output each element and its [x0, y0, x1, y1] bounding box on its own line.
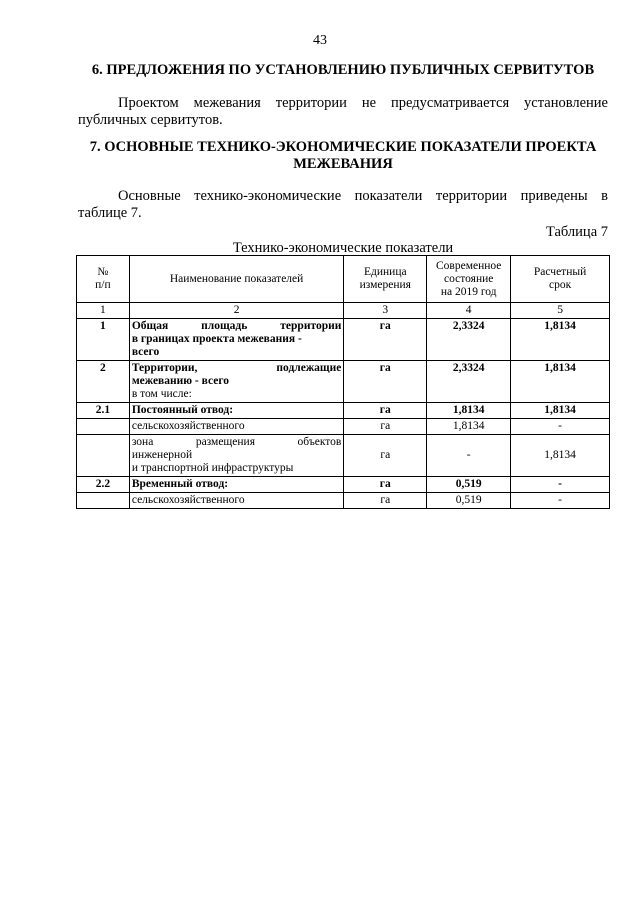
- row-current: 1,8134: [427, 419, 511, 435]
- table-row: [77, 493, 610, 509]
- table-row: [77, 361, 610, 403]
- header-target-term: Расчетный срок: [511, 256, 610, 303]
- table-header-row: [77, 256, 610, 303]
- row-target: 1,8134: [511, 435, 610, 477]
- row-number: [77, 435, 130, 477]
- row-current: 0,519: [427, 477, 511, 493]
- row-unit: га: [344, 403, 427, 419]
- row-number: 2.2: [77, 477, 130, 493]
- table-row: [77, 435, 610, 477]
- column-number: 3: [344, 303, 427, 319]
- row-number: 2.1: [77, 403, 130, 419]
- row-current: 2,3324: [427, 361, 511, 403]
- header-name: Наименование показателей: [129, 256, 344, 303]
- section-6-title: 6. ПРЕДЛОЖЕНИЯ ПО УСТАНОВЛЕНИЮ ПУБЛИЧНЫХ СЕРВИТУТОВ: [91, 62, 595, 78]
- row-unit: га: [344, 435, 427, 477]
- row-unit: га: [344, 419, 427, 435]
- table-row: [77, 419, 610, 435]
- row-target: 1,8134: [511, 361, 610, 403]
- header-number: № п/п: [77, 256, 130, 303]
- section-6-text: Проектом межевания территории не предусматривается установление публичных сервитутов.: [78, 95, 608, 128]
- row-name: сельскохозяйственного: [129, 493, 344, 509]
- row-number: [77, 419, 130, 435]
- column-number-row: [77, 303, 610, 319]
- section-7-title: 7. ОСНОВНЫЕ ТЕХНИКО-ЭКОНОМИЧЕСКИЕ ПОКАЗАТЕЛИ ПРОЕКТА МЕЖЕВАНИЯ: [89, 139, 597, 172]
- row-name: Постоянный отвод:: [129, 403, 344, 419]
- row-target: 1,8134: [511, 319, 610, 361]
- column-number: 1: [77, 303, 130, 319]
- row-name: Временный отвод:: [129, 477, 344, 493]
- row-unit: га: [344, 361, 427, 403]
- row-target: -: [511, 477, 610, 493]
- row-unit: га: [344, 477, 427, 493]
- row-name: Общая площадь территории в границах проекта межевания - всего: [129, 319, 344, 361]
- table-row: [77, 319, 610, 361]
- row-number: [77, 493, 130, 509]
- row-target: -: [511, 419, 610, 435]
- column-number: 4: [427, 303, 511, 319]
- table-reference: Таблица 7: [545, 224, 608, 240]
- header-current-state: Современное состояние на 2019 год: [427, 256, 511, 303]
- table-caption: Технико-экономические показатели: [232, 240, 454, 256]
- column-number: 5: [511, 303, 610, 319]
- row-unit: га: [344, 319, 427, 361]
- row-current: 0,519: [427, 493, 511, 509]
- row-unit: га: [344, 493, 427, 509]
- row-name: зона размещения объектов инженерной и транспортной инфраструктуры: [129, 435, 344, 477]
- row-current: 2,3324: [427, 319, 511, 361]
- section-7-text: Основные технико-экономические показатели территории приведены в таблице 7.: [78, 188, 608, 221]
- row-number: 2: [77, 361, 130, 403]
- table-row: [77, 477, 610, 493]
- table-row: [77, 403, 610, 419]
- row-name: сельскохозяйственного: [129, 419, 344, 435]
- row-current: 1,8134: [427, 403, 511, 419]
- row-target: -: [511, 493, 610, 509]
- row-name: Территории, подлежащие межеванию - всего в том числе:: [129, 361, 344, 403]
- page-number: 43: [313, 33, 327, 48]
- row-current: -: [427, 435, 511, 477]
- indicators-table: [76, 255, 610, 509]
- header-unit: Единица измерения: [344, 256, 427, 303]
- column-number: 2: [129, 303, 344, 319]
- row-number: 1: [77, 319, 130, 361]
- row-target: 1,8134: [511, 403, 610, 419]
